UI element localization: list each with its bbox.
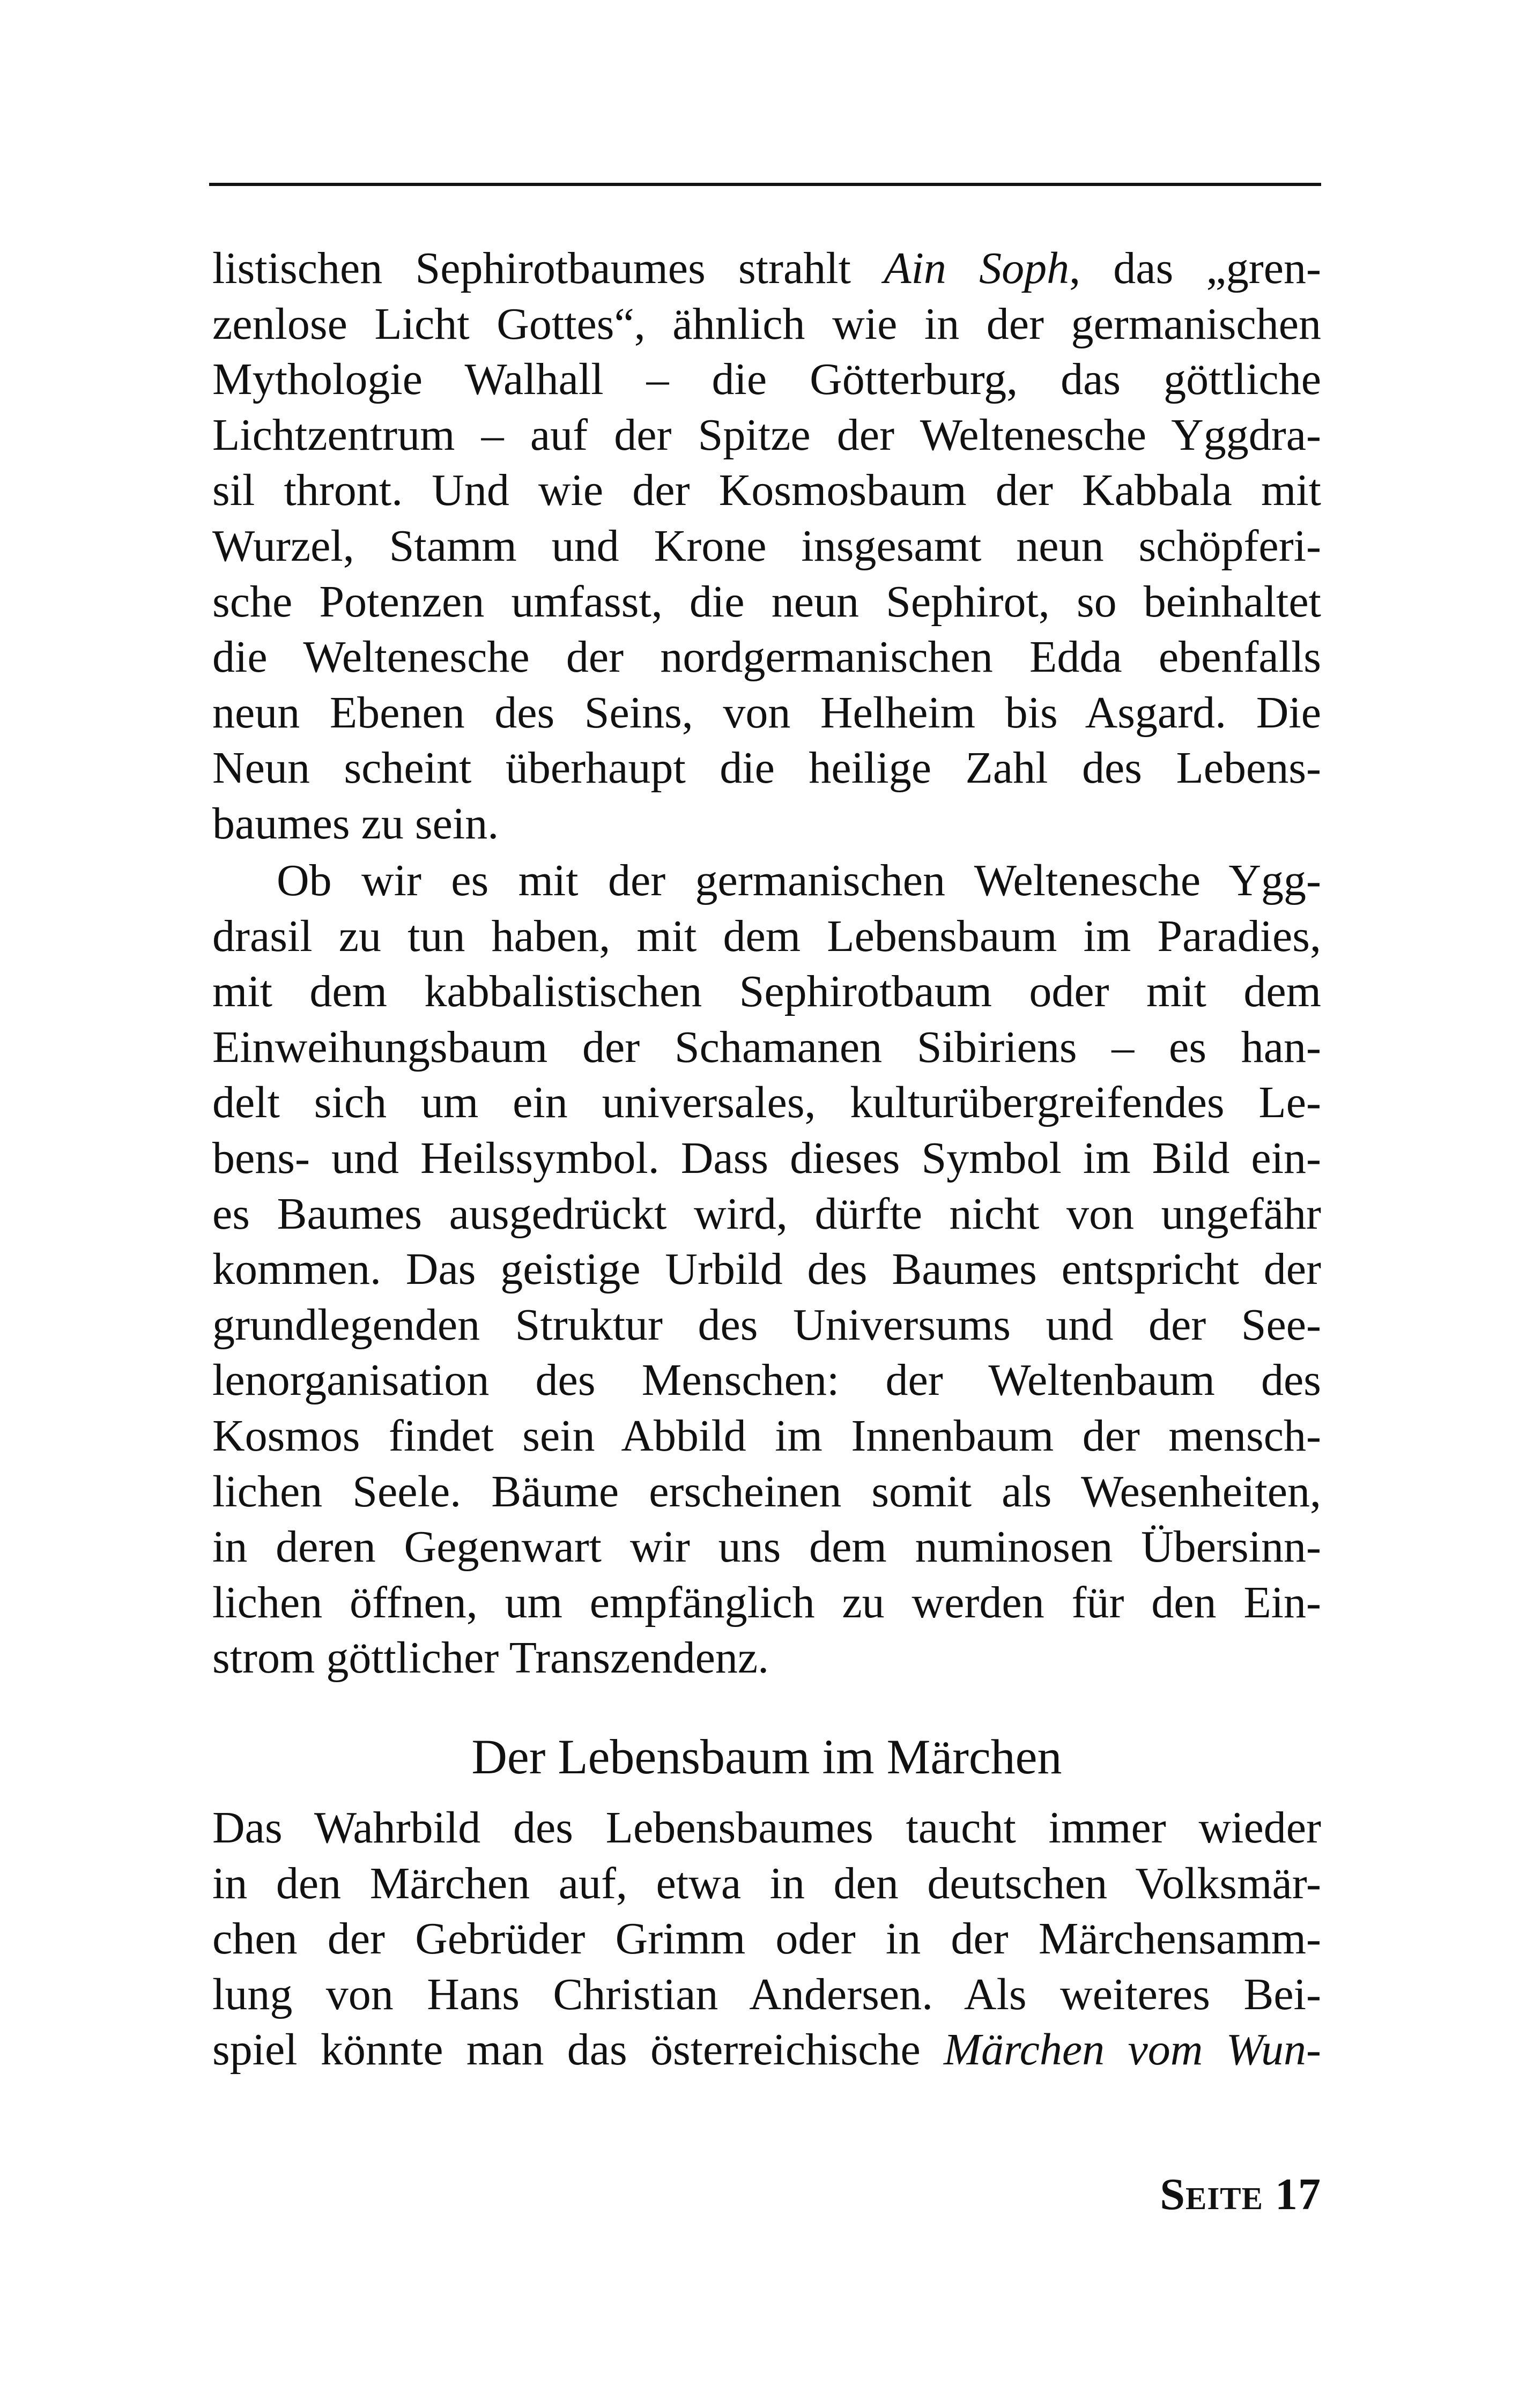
text-line: zenlose Licht Gottes“, ähnlich wie in der germanischen: [212, 299, 1321, 349]
text-line: Neun scheint überhaupt die heilige Zahl des Lebens-: [212, 743, 1321, 793]
emphasis-maerchen-title: Märchen vom Wun-: [944, 2025, 1321, 2075]
text-line: in deren Gegenwart wir uns dem numinosen Übersinn-: [212, 1522, 1321, 1572]
text-line: listischen Sephirotbaumes strahlt Ain Soph, das „gren-: [212, 243, 1321, 293]
text-line: strom göttlicher Transzendenz.: [212, 1633, 769, 1683]
text-line: Lichtzentrum – auf der Spitze der Weltenesche Yggdra-: [212, 410, 1321, 460]
text-line: mit dem kabbalistischen Sephirotbaum oder mit dem: [212, 967, 1321, 1017]
paragraph-3: [212, 1800, 1321, 2078]
text-line: es Baumes ausgedrückt wird, dürfte nicht von ungefähr: [212, 1188, 1321, 1239]
text-line: Kosmos findet sein Abbild im Innenbaum der mensch-: [212, 1410, 1321, 1461]
text-line: Das Wahrbild des Lebensbaumes taucht immer wieder: [212, 1803, 1321, 1853]
paragraph-1: [212, 241, 1321, 852]
section-heading: Der Lebensbaum im Märchen: [471, 1729, 1062, 1784]
header-rule: [209, 183, 1321, 186]
text-line: drasil zu tun haben, mit dem Lebensbaum im Paradies,: [212, 911, 1321, 961]
text-line: lichen Seele. Bäume erscheinen somit als Wesenheiten,: [212, 1466, 1321, 1517]
text-line: Wurzel, Stamm und Krone insgesamt neun schöpferi-: [212, 521, 1321, 571]
text-line: lichen öffnen, um empfänglich zu werden für den Ein-: [212, 1577, 1321, 1627]
text-line: bens- und Heilssymbol. Dass dieses Symbol im Bild ein-: [212, 1133, 1321, 1183]
text-line: Mythologie Walhall – die Götterburg, das göttliche: [212, 354, 1321, 405]
text-line: die Weltenesche der nordgermanischen Edda ebenfalls: [212, 632, 1321, 682]
text-line: kommen. Das geistige Urbild des Baumes entspricht der: [212, 1244, 1321, 1295]
text-line: sche Potenzen umfasst, die neun Sephirot, so beinhaltet: [212, 576, 1321, 627]
text-line: sil thront. Und wie der Kosmosbaum der Kabbala mit: [212, 465, 1321, 516]
text-line: Ob wir es mit der germanischen Weltenesche Ygg-: [277, 856, 1321, 905]
text-line: grundlegenden Struktur des Universums und der See-: [212, 1299, 1321, 1350]
text-line: Einweihungsbaum der Schamanen Sibiriens – es han-: [212, 1022, 1321, 1072]
text-line: lung von Hans Christian Andersen. Als weiteres Bei-: [212, 1969, 1321, 2019]
text-line: in den Märchen auf, etwa in den deutschen Volksmär-: [212, 1858, 1321, 1908]
page-number: Seite 17: [1160, 2169, 1321, 2219]
text-line: delt sich um ein universales, kulturübergreifendes Le-: [212, 1077, 1321, 1128]
paragraph-2: [212, 853, 1321, 1686]
text-line: spiel könnte man das österreichische Märchen vom Wun-: [212, 2025, 1321, 2075]
text-line: lenorganisation des Menschen: der Weltenbaum des: [212, 1355, 1321, 1406]
emphasis-ain-soph: Ain Soph: [884, 243, 1070, 293]
text-line: neun Ebenen des Seins, von Helheim bis Asgard. Die: [212, 687, 1321, 738]
text-line: baumes zu sein.: [212, 798, 499, 849]
text-line: chen der Gebrüder Grimm oder in der Märchensamm-: [212, 1914, 1321, 1964]
